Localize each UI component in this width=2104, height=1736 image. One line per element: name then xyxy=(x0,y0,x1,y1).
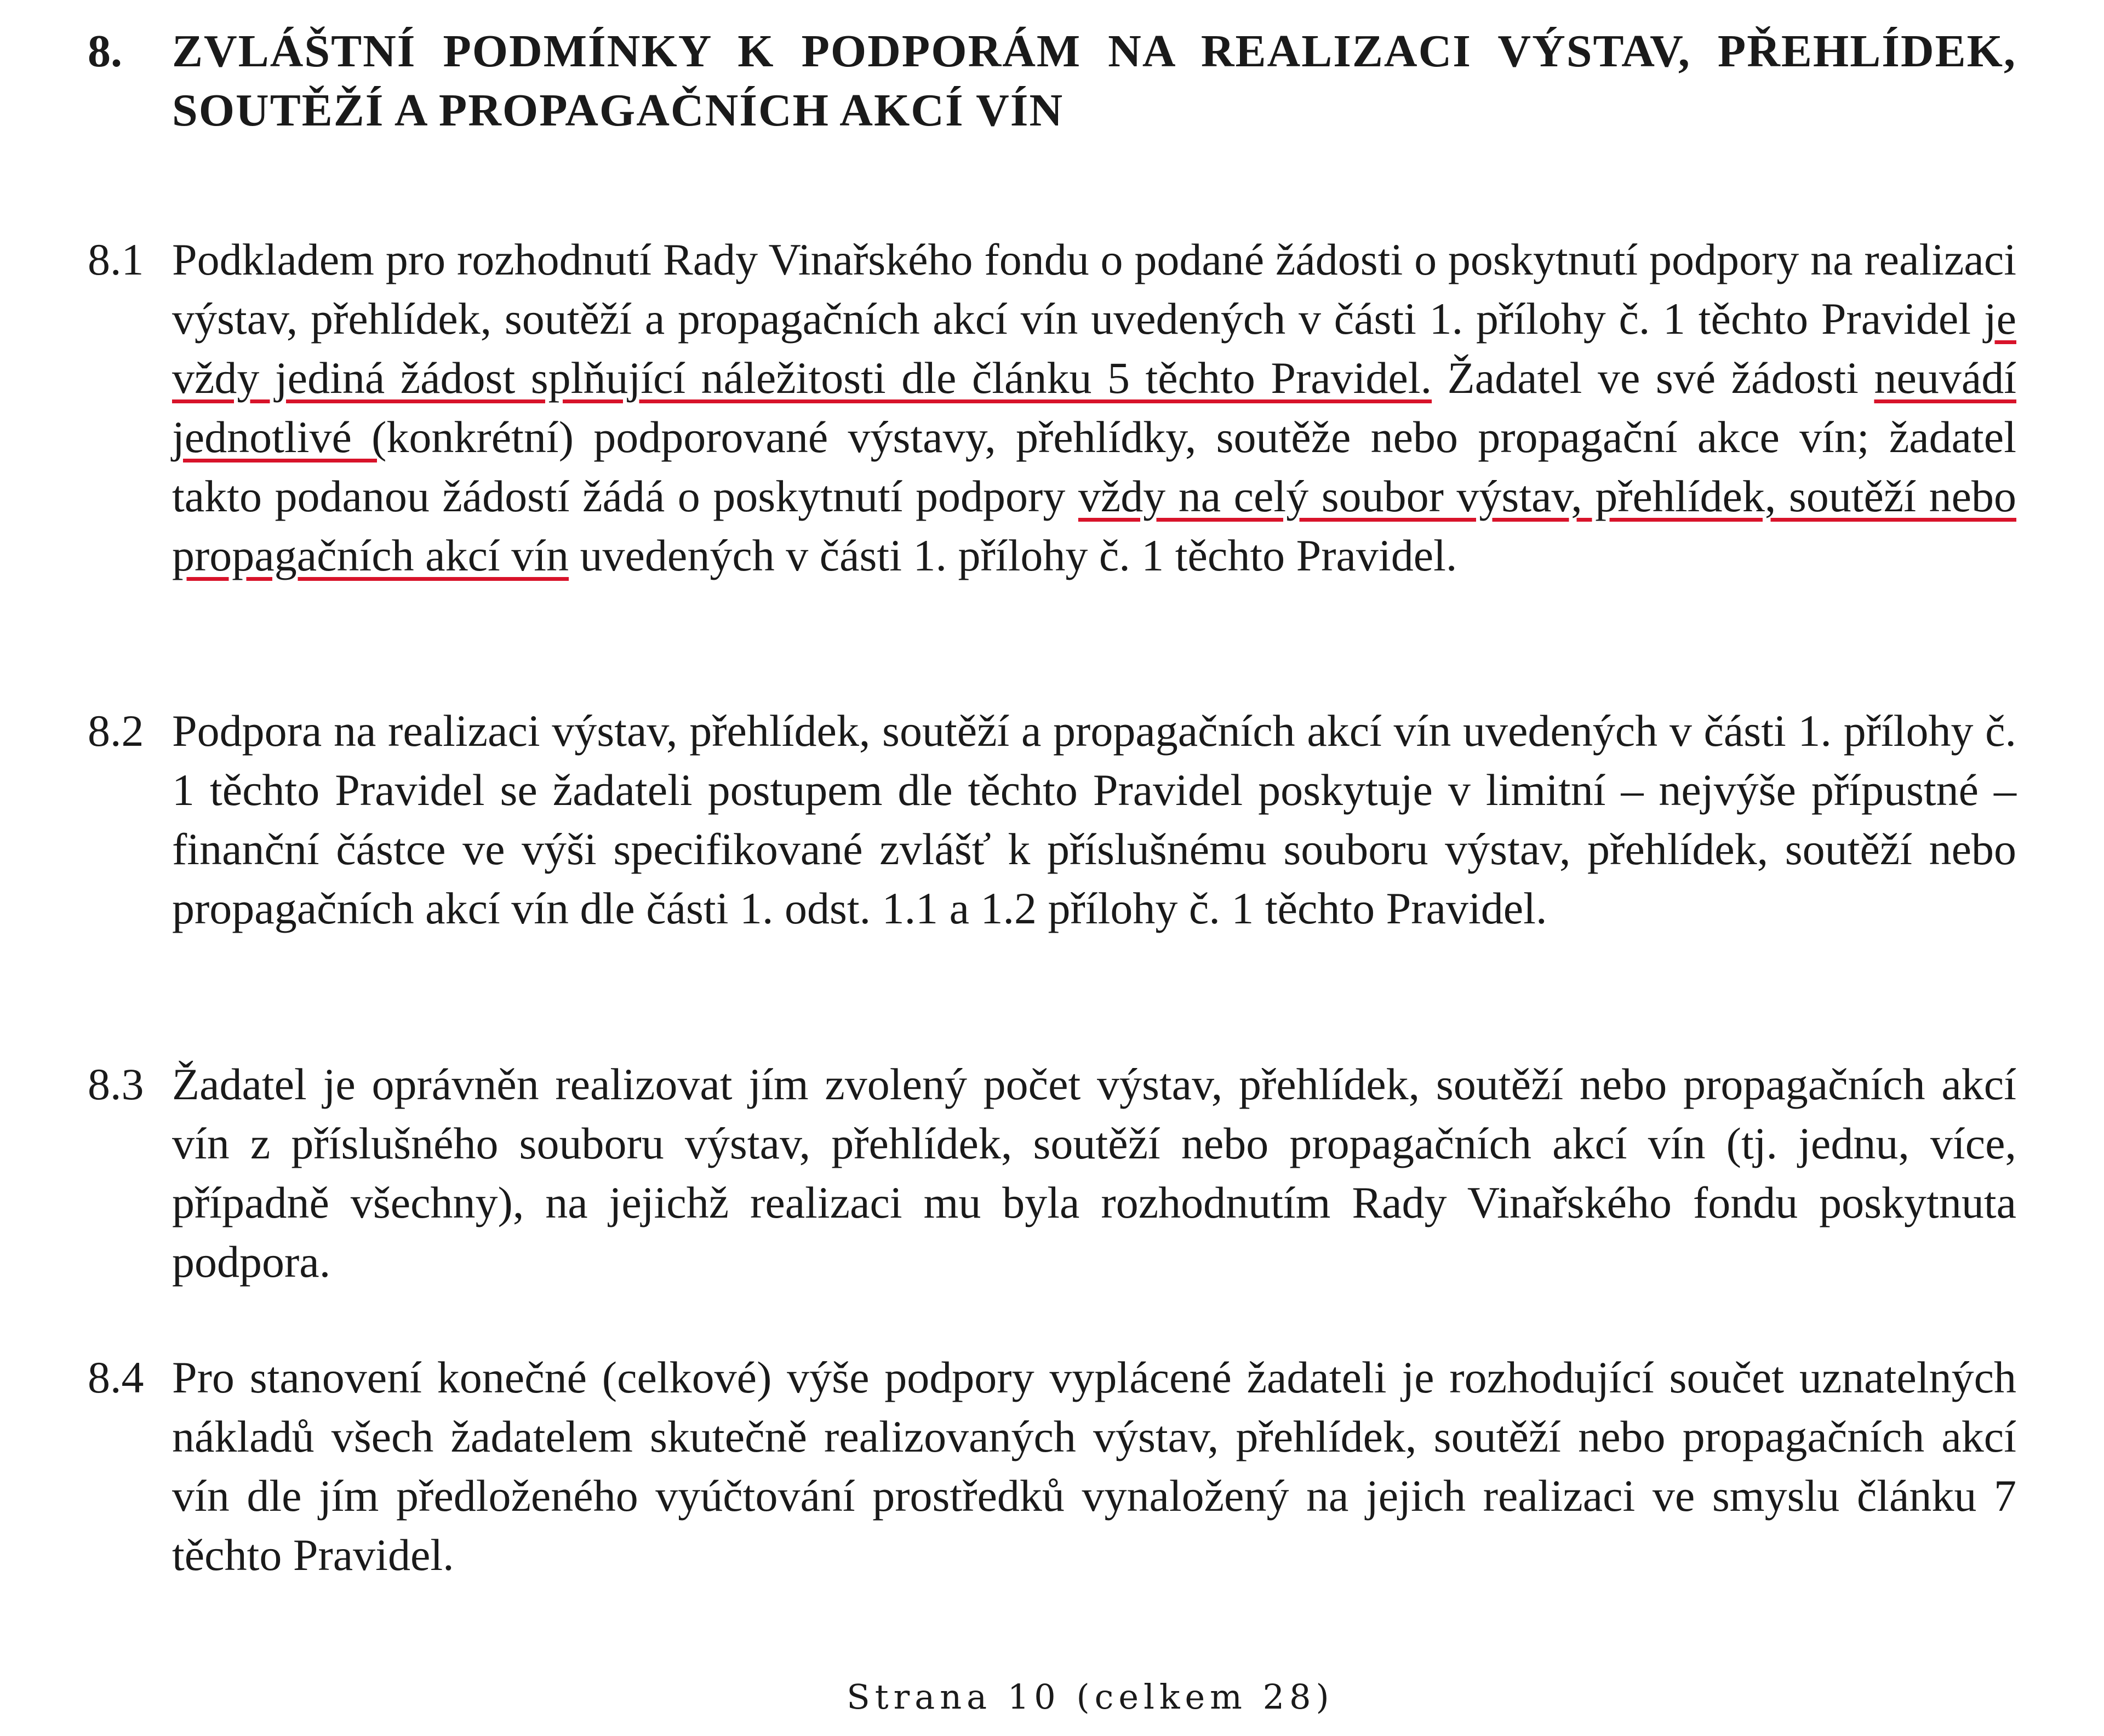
highlighted-phrase: je vždy jediná žádost splňující náležitosti dle článku 5 těchto Pravidel. xyxy=(172,294,2016,403)
paragraph-8-4 xyxy=(88,1348,2016,1585)
highlighted-phrase: vždy na celý soubor výstav, přehlídek, soutěží nebo propagačních akcí vín xyxy=(172,471,2017,580)
text-segment: Podkladem pro rozhodnutí Rady Vinařského fondu o podané žádosti o poskytnutí podpory na realizaci výstav, přehlídek, soutěží a propagačních akcí vín uvedených v části 1. přílohy č. 1 těchto Pravidel xyxy=(172,235,2016,344)
paragraph-text xyxy=(172,230,2016,585)
paragraph-8-2 xyxy=(88,701,2016,938)
paragraph-number: 8.4 xyxy=(88,1352,144,1402)
paragraph-number: 8.3 xyxy=(88,1059,144,1109)
paragraph-text: Pro stanovení konečné (celkové) výše podpory vyplácené žadateli je rozhodující součet uznatelných nákladů všech žadatelem skutečně realizovaných výstav, přehlídek, soutěží nebo propagačních akcí vín dle jím předloženého vyúčtování prostředků vynaložený na jejich realizaci ve smyslu článku 7 těchto Pravidel. xyxy=(172,1352,2016,1580)
paragraph-text: Podpora na realizaci výstav, přehlídek, soutěží a propagačních akcí vín uvedených v části 1. přílohy č. 1 těchto Pravidel se žadateli postupem dle těchto Pravidel poskytuje v limitní – nejvýše přípustné – finanční částce ve výši specifikované zvlášť k příslušnému souboru výstav, přehlídek, soutěží nebo propagačních akcí vín dle části 1. odst. 1.1 a 1.2 přílohy č. 1 těchto Pravidel. xyxy=(172,706,2016,933)
highlighted-phrase: neuvádí jednotlivé ( xyxy=(172,353,2017,462)
page-footer: Strana 10 (celkem 28) xyxy=(847,1677,1334,1717)
text-segment: uvedených v části 1. přílohy č. 1 těchto Pravidel. xyxy=(580,530,1457,580)
paragraph-8-1 xyxy=(88,230,2016,585)
paragraph-text: Žadatel je oprávněn realizovat jím zvolený počet výstav, přehlídek, soutěží nebo propagačních akcí vín z příslušného souboru výstav, přehlídek, soutěží nebo propagačních akcí vín (tj. jednu, více, případně všechny), na jejichž realizaci mu byla rozhodnutím Rady Vinařského fondu poskytnuta podpora. xyxy=(172,1059,2016,1287)
paragraph-number: 8.2 xyxy=(88,706,144,756)
paragraph-8-3 xyxy=(88,1055,2016,1292)
section-title: ZVLÁŠTNÍ PODMÍNKY K PODPORÁM NA REALIZACI VÝSTAV, PŘEHLÍDEK, SOUTĚŽÍ A PROPAGAČNÍCH AKCÍ VÍN xyxy=(172,26,2016,136)
paragraph-number: 8.1 xyxy=(88,235,144,284)
text-segment: Žadatel ve své žádosti xyxy=(1447,353,1859,403)
section-heading xyxy=(88,22,2016,140)
section-number: 8. xyxy=(88,26,122,77)
text-segment: konkrétní) podporované výstavy, přehlídky, soutěže nebo propagační akce vín; žadatel takto podanou žádostí žádá o poskytnutí podpory xyxy=(172,412,2016,521)
